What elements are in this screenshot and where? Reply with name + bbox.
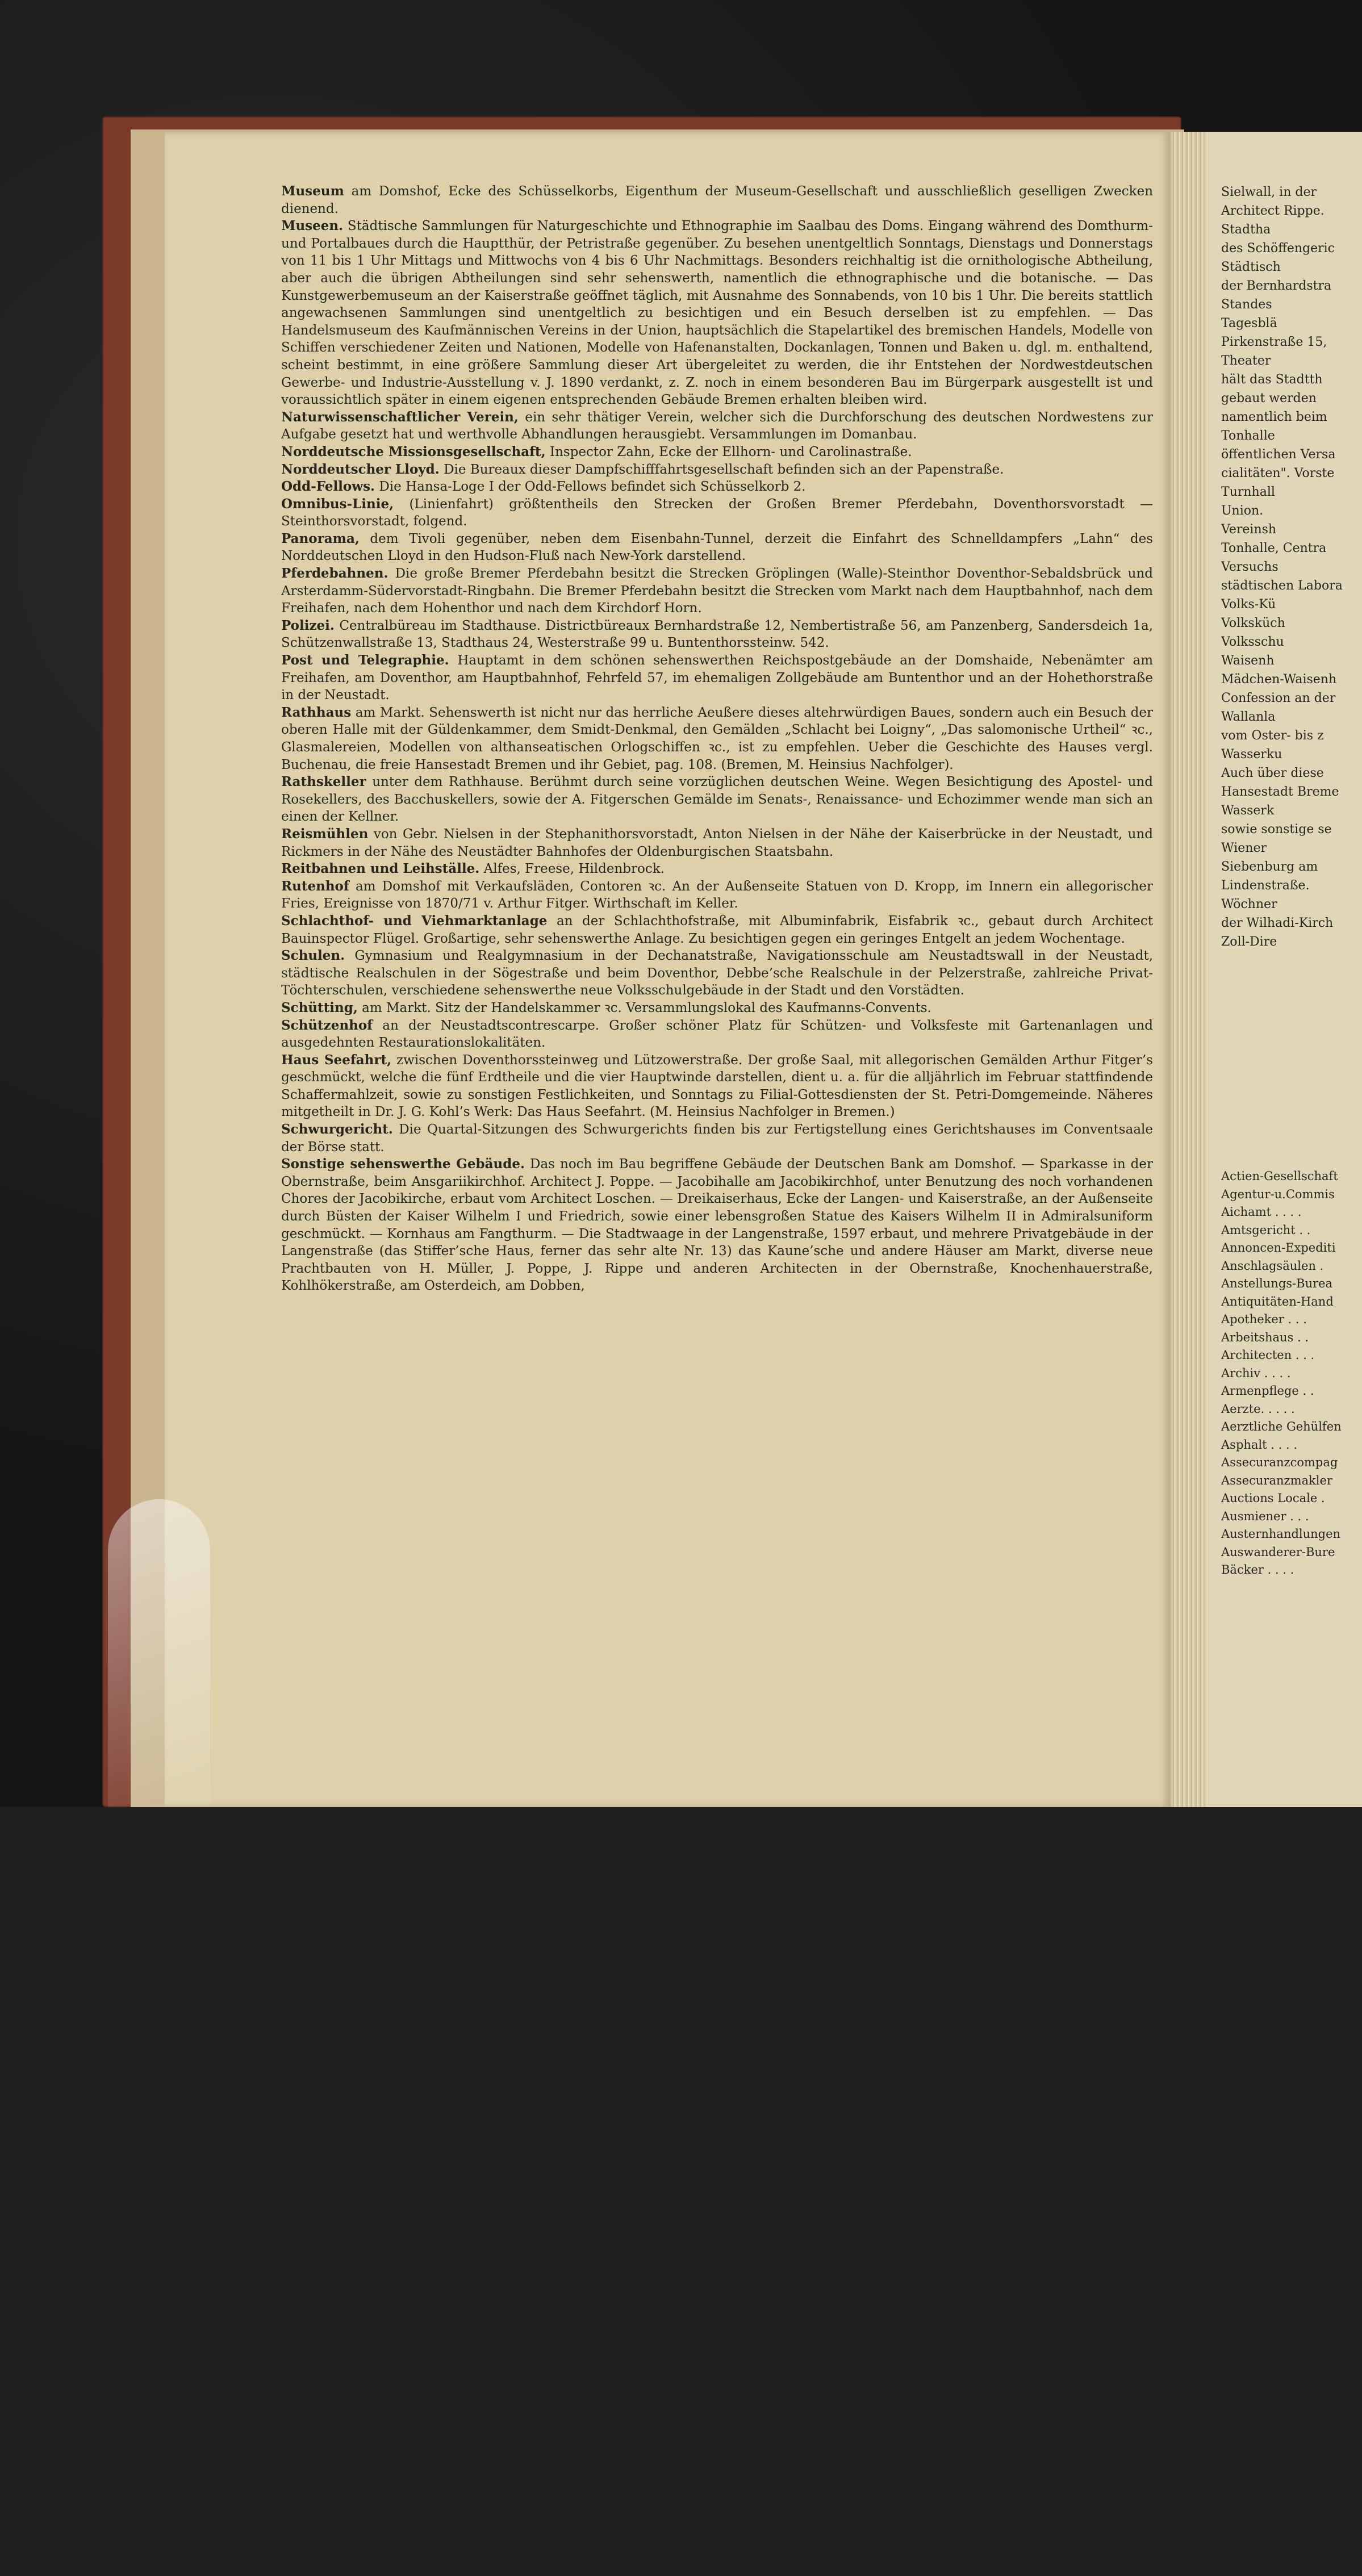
entry	[281, 878, 1153, 913]
entry-body: an der Neustadtscontrescarpe. Großer schöner Platz für Schützen- und Volksfeste mit Gartenanlagen und ausgedehnten Restaurationslokalitäten.	[281, 1018, 1153, 1051]
entry-heading: Haus Seefahrt,	[281, 1052, 392, 1068]
right-page-line: Versuchs	[1221, 560, 1279, 574]
entry-body: Die Hansa-Loge I der Odd-Fellows befindet sich Schüsselkorb 2.	[379, 479, 806, 495]
right-page-line: Tonhalle, Centra	[1221, 541, 1327, 555]
right-page-line: Anstellungs-Burea	[1221, 1277, 1333, 1290]
entry-body: Das noch im Bau begriffene Gebäude der Deutschen Bank am Domshof. — Sparkasse in der Obernstraße, beim Ansgariikirchhof. Architect J. Poppe. — Jacobihalle am Jacobikirchhof, unter Benutzung des noch vorhandenen Chores der Jacobikirche, erbaut vom Architect Loschen. — Dreikaiserhaus, Ecke der Langen- und Kaiserstraße, an der Außenseite durch Büsten der Kaiser Wilhelm I und Friedrich, sowie einer lebensgroßen Statue des Kaisers Wilhelm II in Admiralsuniform geschmückt. — Kornhaus am Fangthurm. — Die Stadtwaage in der Langenstraße, 1597 erbaut, und mehrere Privatgebäude in der Langenstraße (das Stiffer’sche Haus, ferner das sehr alte Nr. 13) das Kaune’sche und andere Häuser am Markt, diverse neue Prachtbauten von H. Müller, J. Poppe, J. Rippe und anderen Architecten in der Obernstraße, Knochenhauerstraße, Kohlhökerstraße, am Osterdeich, am Dobben,	[281, 1157, 1153, 1294]
right-page-line: Ausmiener . . .	[1221, 1509, 1309, 1523]
right-page-line: städtischen Labora	[1221, 579, 1343, 593]
right-page-line: Aerzte. . . . .	[1221, 1402, 1295, 1416]
entry	[281, 704, 1153, 773]
right-page-line: Sielwall, in der	[1221, 185, 1317, 199]
entry	[281, 565, 1153, 617]
right-page-line: Auswanderer-Bure	[1221, 1545, 1335, 1559]
entry-heading: Rathhaus	[281, 704, 352, 720]
entry-body: Städtische Sammlungen für Naturgeschichte und Ethnographie im Saalbau des Doms. Eingang während des Domthurm- und Portalbaues durch die Hauptthür, der Petristraße gegenüber. Zu besehen unentgeltlich Sonntags, Dienstags und Donnerstags von 11 bis 1 Uhr Mittags und Mittwochs von 4 bis 6 Uhr Nachmittags. Besonders reichhaltig ist die ornithologische Abtheilung, aber auch die übrigen Abtheilungen sind sehr sehenswerth, namentlich die ethnographische und die botanische. — Das Kunstgewerbemuseum an der Kaiserstraße geöffnet täglich, mit Ausnahme des Sonnabends, von 10 bis 1 Uhr. Die bereits stattlich angewachsenen Sammlungen sind unentgeltlich zu besichtigen und ein Besuch derselben ist zu empfehlen. — Das Handelsmuseum des Kaufmännischen Vereins in der Union, hauptsächlich die Stapelartikel des bremischen Handels, Modelle von Schiffen verschiedener Zeiten und Nationen, Modelle von Hafenanstalten, Dockanlagen, Tonnen und Baken u. dgl. m. enthaltend, scheint bestimmt, in eine größere Sammlung dieser Art übergeleitet zu werden, die ihr Entstehen der Nordwestdeutschen Gewerbe- und Industrie-Ausstellung v. J. 1890 verdankt, z. Z. noch in einem besonderen Bau im Bürgerpark ausgestellt ist und voraussichtlich später in einem eigenen entsprechenden Gebäude Bremen erhalten bleiben wird.	[281, 219, 1153, 408]
entry-body: zwischen Doventhorssteinweg und Lützowerstraße. Der große Saal, mit allegorischen Gemälden Arthur Fitger’s geschmückt, welche die fünf Erdtheile und die vier Hauptwinde darstellen, dient u. a. für die alljährlich im Februar stattfindende Schaffermahlzeit, sowie zu sonstigen Festlichkeiten, und Sonntags zu Filial-Gottesdiensten der St. Petri-Domgemeinde. Näheres mitgetheilt in Dr. J. G. Kohl’s Werk: Das Haus Seefahrt. (M. Heinsius Nachfolger in Bremen.)	[281, 1052, 1153, 1120]
right-page-line: Mädchen-Waisenh	[1221, 672, 1337, 687]
right-page-line: Volksküch	[1221, 616, 1285, 630]
right-page-line: Architecten . . .	[1221, 1348, 1315, 1362]
right-page-line: sowie sonstige se	[1221, 822, 1332, 837]
entry-body: unter dem Rathhause. Berühmt durch seine vorzüglichen deutschen Weine. Wegen Besichtigung des Apostel- und Rosekellers, des Bacchuskellers, sowie der A. Fitgerschen Gemälde im Senats-, Renaissance- und Echozimmer wende man sich an einen der Kellner.	[281, 775, 1153, 825]
entry-body: Inspector Zahn, Ecke der Ellhorn- und Carolinastraße.	[549, 444, 912, 459]
entry	[281, 913, 1153, 947]
right-page-line: Archiv . . . .	[1221, 1366, 1291, 1380]
right-page-line: der Bernhardstra	[1221, 279, 1332, 293]
entry	[281, 947, 1153, 1000]
right-page-line: Confession an der	[1221, 691, 1336, 705]
right-page-line: Wasserk	[1221, 804, 1275, 818]
entry-heading: Pferdebahnen.	[281, 566, 388, 582]
entry-body: am Markt. Sitz der Handelskammer ꝛc. Versammlungslokal des Kaufmanns-Convents.	[362, 1000, 931, 1015]
entry-body: Die große Bremer Pferdebahn besitzt die Strecken Gröplingen (Walle)-Steinthor Doventhor-Sebaldsbrück und Arsterdamm-Südervorstadt-Ringbahn. Die Bremer Pferdebahn besitzt die Strecken vom Markt nach dem Hauptbahnhof, nach dem Freihafen, nach dem Hohenthor und nach dem Kirchdorf Horn.	[281, 566, 1153, 616]
entry	[281, 1000, 1153, 1017]
entry-body: Alfes, Freese, Hildenbrock.	[483, 862, 665, 877]
entry-heading: Polizei.	[281, 617, 335, 633]
right-page-line: Bäcker . . . .	[1221, 1563, 1294, 1576]
right-page-line: Auch über diese	[1221, 766, 1324, 780]
right-page-line: Lindenstraße.	[1221, 879, 1310, 893]
right-page-line: öffentlichen Versa	[1221, 448, 1336, 462]
right-page-line: cialitäten". Vorste	[1221, 466, 1335, 480]
entry	[281, 409, 1153, 444]
entry-body: Die Bureaux dieser Dampfschifffahrtsgesellschaft befinden sich an der Papenstraße.	[444, 462, 1004, 477]
entry-heading: Norddeutscher Lloyd.	[281, 461, 440, 477]
right-page-line: Assecuranzmakler	[1221, 1473, 1332, 1487]
right-page-line: Tagesblä	[1221, 316, 1277, 331]
right-page-line: vom Oster- bis z	[1221, 729, 1324, 743]
right-page-line: Anschlagsäulen .	[1221, 1258, 1324, 1273]
entry-heading: Naturwissenschaftlicher Verein,	[281, 409, 519, 425]
right-page-line: Hansestadt Breme	[1221, 785, 1339, 799]
entry-body: Centralbüreau im Stadthause. Districtbüreaux Bernhardstraße 12, Nembertistraße 56, am Panzenberg, Sandersdeich 1a, Schützenwallstraße 13, Stadthaus 24, Westerstraße 99 u. Buntenthorssteinw. 542.	[281, 618, 1153, 651]
right-page-line: Wöchner	[1221, 897, 1277, 911]
entry-body: von Gebr. Nielsen in der Stephanithorsvorstadt, Anton Nielsen in der Nähe der Kaiserbrücke in der Neustadt, und Rickmers in der Nähe des Neustädter Bahnhofes der Oldenburgischen Staatsbahn.	[281, 826, 1153, 859]
entry-body: am Domshof, Ecke des Schüsselkorbs, Eigenthum der Museum-Gesellschaft und ausschließlich geselligen Zwecken dienend.	[281, 184, 1153, 216]
right-page-line: Arbeitshaus . .	[1221, 1330, 1309, 1344]
entry-heading: Post und Telegraphie.	[281, 653, 449, 668]
right-page-line: gebaut werden	[1221, 391, 1317, 405]
book-gutter	[1171, 132, 1205, 1807]
right-page-line: Apotheker . . .	[1221, 1312, 1307, 1326]
right-page-index	[1221, 1168, 1362, 2576]
entry-heading: Norddeutsche Missionsgesellschaft,	[281, 444, 546, 459]
right-page-line: Theater	[1221, 354, 1271, 368]
right-page-line: der Wilhadi-Kirch	[1221, 916, 1334, 930]
right-page-line: Zoll-Dire	[1221, 935, 1277, 949]
entry-heading: Schulen.	[281, 948, 345, 964]
right-page-line: namentlich beim	[1221, 410, 1327, 424]
right-page-line: Waisenh	[1221, 654, 1275, 668]
entry	[281, 1017, 1153, 1052]
right-page-line: Pirkenstraße 15,	[1221, 335, 1327, 349]
entry-heading: Omnibus-Linie,	[281, 496, 394, 512]
entry-heading: Schlachthof- und Viehmarktanlage	[281, 913, 548, 929]
entry	[281, 1156, 1153, 1295]
right-page-line: Asphalt . . . .	[1221, 1437, 1297, 1452]
right-page-line: Wallanla	[1221, 710, 1276, 724]
entry	[281, 860, 1153, 878]
right-page-line: Actien-Gesellschaft	[1221, 1169, 1338, 1183]
entry	[281, 1121, 1153, 1156]
right-page-line: Architect Rippe.	[1221, 204, 1325, 218]
entry-body: Die Quartal-Sitzungen des Schwurgerichts finden bis zur Fertigstellung eines Gerichtshauses im Conventsaale der Börse statt.	[281, 1122, 1153, 1155]
right-page-line: Stadtha	[1221, 223, 1271, 237]
right-page-line: Tonhalle	[1221, 429, 1275, 443]
entry	[281, 826, 1153, 860]
entry-body: am Domshof mit Verkaufsläden, Contoren ꝛc. An der Außenseite Statuen von D. Kropp, im Innern ein allegorischer Fries, Ereignisse von 1870/71 v. Arthur Fitger. Wirthschaft im Keller.	[281, 879, 1153, 911]
right-page-line: Turnhall	[1221, 485, 1275, 499]
entry-heading: Reismühlen	[281, 826, 369, 842]
entry	[281, 496, 1153, 530]
entry-heading: Panorama,	[281, 530, 360, 546]
entry-heading: Museen.	[281, 218, 344, 234]
right-page-line: Armenpflege . .	[1221, 1384, 1314, 1398]
entry	[281, 444, 1153, 461]
entry	[281, 617, 1153, 652]
entry-heading: Rathskeller	[281, 774, 366, 790]
entry-heading: Odd-Fellows.	[281, 479, 375, 495]
right-page-line: Assecuranzcompag	[1221, 1456, 1338, 1469]
plastic-cover-reflection	[108, 1499, 210, 1807]
entry-heading: Sonstige sehenswerthe Gebäude.	[281, 1156, 525, 1172]
entry-heading: Reitbahnen und Leihställe.	[281, 861, 480, 877]
entry-heading: Rutenhof	[281, 878, 349, 894]
entry	[281, 1052, 1153, 1121]
right-page-line: Amtsgericht . .	[1221, 1223, 1311, 1237]
right-page-line: Annoncen-Expediti	[1221, 1241, 1336, 1254]
entry	[281, 478, 1153, 496]
entry	[281, 773, 1153, 826]
right-page-line: Austernhandlungen	[1221, 1527, 1341, 1541]
entry-body: Hauptamt in dem schönen sehenswerthen Reichspostgebäude an der Domshaide, Nebenämter am Freihafen, am Doventhor, am Hauptbahnhof, Fehrfeld 57, im ehemaligen Zollgebäude am Buntenthor und an der Hohethorstraße in der Neustadt.	[281, 653, 1153, 703]
entry	[281, 461, 1153, 479]
entry	[281, 218, 1153, 409]
right-page-line: Antiquitäten-Hand	[1221, 1294, 1334, 1308]
right-page-line: Siebenburg am	[1221, 860, 1318, 874]
right-page-line: Aerztliche Gehülfen	[1221, 1420, 1342, 1433]
entry	[281, 183, 1153, 218]
right-page-line: Volks-Kü	[1221, 597, 1276, 612]
entry-heading: Schwurgericht.	[281, 1122, 393, 1138]
entry-body: Gymnasium und Realgymnasium in der Dechanatstraße, Navigationsschule am Neustadtswall in der Neustadt, städtische Realschulen in der Sögestraße und beim Doventhor, Debbe’sche Realschule in der Pelzerstraße, zahlreiche Privat-Töchterschulen, verschiedene sehenswerthe neue Volksschulgebäude in der Stadt und den Vorstädten.	[281, 948, 1153, 998]
right-page-line: Vereinsh	[1221, 522, 1277, 537]
entry	[281, 530, 1153, 565]
right-page-line: Union.	[1221, 504, 1264, 518]
main-text-column	[281, 183, 1153, 1591]
right-page-line: Wiener	[1221, 841, 1267, 855]
entry-body: dem Tivoli gegenüber, neben dem Eisenbahn-Tunnel, derzeit die Einfahrt des Schnelldampfers „Lahn“ des Norddeutschen Lloyd in den Hudson-Fluß nach New-York darstellend.	[281, 531, 1153, 564]
entry-heading: Schütting,	[281, 1000, 358, 1015]
entry-heading: Schützenhof	[281, 1017, 373, 1033]
entry-body: (Linienfahrt) größtentheils den Strecken der Großen Bremer Pferdebahn, Doventhorsvorstadt — Steinthorsvorstadt, folgend.	[281, 496, 1153, 529]
entry-body: am Markt. Sehenswerth ist nicht nur das herrliche Aeußere dieses altehrwürdigen Baues, sondern auch ein Besuch der oberen Halle mit der Güldenkammer, dem Smidt-Denkmal, den Gemälden „Schlacht bei Loigny“, „Das salomonische Urtheil“ ꝛc., Glasmalereien, Modellen von althanseatischen Orlogschiffen ꝛc., ist zu empfehlen. Ueber die Geschichte des Hauses vergl. Buchenau, die freie Hansestadt Bremen und ihr Gebiet, pag. 108. (Bremen, M. Heinsius Nachfolger).	[281, 705, 1153, 772]
right-page-line: Auctions Locale .	[1221, 1491, 1325, 1505]
right-page-line: Volksschu	[1221, 635, 1284, 649]
right-page-line: Aichamt . . . .	[1221, 1205, 1302, 1219]
right-page-line: Städtisch	[1221, 260, 1281, 274]
entry-body: an der Schlachthofstraße, mit Albuminfabrik, Eisfabrik ꝛc., gebaut durch Architect Bauinspector Flügel. Großartige, sehr sehenswerthe Anlage. Zu besichtigen gegen ein geringes Entgelt an jedem Wochentage.	[281, 913, 1153, 946]
entry	[281, 652, 1153, 704]
entry-body: ein sehr thätiger Verein, welcher sich die Durchforschung des deutschen Nordwestens zur Aufgabe gesetzt hat und werthvolle Abhandlungen herausgiebt. Versammlungen im Domanbau.	[281, 409, 1153, 442]
right-page-line: Wasserku	[1221, 747, 1282, 762]
right-page-line: Standes	[1221, 298, 1272, 312]
right-page-line: des Schöffengeric	[1221, 241, 1335, 256]
entry-heading: Museum	[281, 183, 344, 199]
right-page-line: Agentur-u.Commis	[1221, 1187, 1335, 1201]
right-page-line: hält das Stadtth	[1221, 373, 1323, 387]
